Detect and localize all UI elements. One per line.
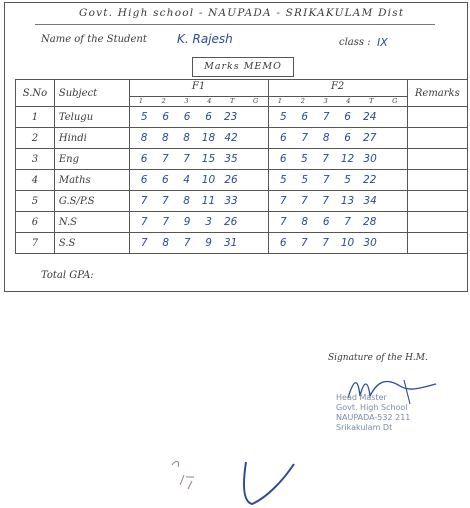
mark-value: 6 bbox=[344, 111, 351, 123]
stamp-line: Head Master bbox=[336, 393, 387, 402]
marks-table bbox=[15, 79, 468, 254]
mark-value: 7 bbox=[322, 111, 330, 123]
row-subject: G.S/P.S bbox=[54, 191, 129, 212]
f1-label: F1 bbox=[191, 81, 206, 92]
mark-value: 7 bbox=[183, 153, 190, 165]
row-sno: 6 bbox=[16, 212, 55, 233]
mark-value: 8 bbox=[183, 195, 190, 207]
row-sno: 5 bbox=[16, 191, 55, 212]
f2-marks-cell bbox=[268, 191, 407, 212]
marks-memo-sheet bbox=[4, 2, 468, 292]
f2-marks bbox=[269, 195, 407, 207]
mark-value: 6 bbox=[279, 153, 287, 165]
mark-value: 8 bbox=[322, 132, 330, 144]
f2-marks bbox=[269, 111, 407, 123]
mark-value: 6 bbox=[140, 153, 148, 165]
mark-value: 6 bbox=[183, 111, 191, 123]
mark-value: 15 bbox=[201, 153, 216, 165]
mark-value: 6 bbox=[161, 174, 169, 186]
mark-value: 6 bbox=[162, 111, 169, 123]
f1-marks bbox=[130, 111, 268, 123]
mark-value: 5 bbox=[140, 111, 148, 123]
mark-value: 5 bbox=[301, 153, 308, 165]
mark-value: 7 bbox=[279, 195, 287, 207]
mark-value: 30 bbox=[363, 237, 377, 249]
mark-value: 6 bbox=[205, 111, 212, 123]
mark-value: 7 bbox=[322, 174, 330, 186]
mark-value: 5 bbox=[344, 174, 351, 186]
subcolumn-label: 2 bbox=[161, 97, 166, 105]
mark-value: 6 bbox=[322, 216, 330, 228]
subcolumn-label: G bbox=[253, 97, 259, 105]
mark-value: 7 bbox=[162, 216, 169, 228]
table-row bbox=[16, 233, 468, 254]
grade-blank bbox=[247, 153, 259, 165]
row-subject: S.S bbox=[54, 233, 129, 254]
header-sno: S.No bbox=[16, 80, 55, 107]
grade-blank bbox=[386, 195, 398, 207]
row-sno: 3 bbox=[16, 149, 55, 170]
f1-marks-cell bbox=[129, 170, 268, 191]
f2-marks-cell bbox=[268, 212, 407, 233]
mark-value: 7 bbox=[344, 216, 351, 228]
header-f2 bbox=[268, 80, 407, 107]
mark-value: 5 bbox=[301, 174, 309, 186]
mark-value: 8 bbox=[301, 216, 309, 228]
class-label: class : bbox=[339, 37, 371, 48]
grade-blank bbox=[247, 195, 259, 207]
grade-blank bbox=[247, 174, 259, 186]
header-remarks: Remarks bbox=[407, 80, 467, 107]
mark-value: 8 bbox=[162, 237, 169, 249]
subcolumn-label: T bbox=[369, 97, 374, 105]
mark-value: 7 bbox=[279, 216, 287, 228]
f1-marks-cell bbox=[129, 191, 268, 212]
grade-blank bbox=[247, 237, 259, 249]
f2-marks-cell bbox=[268, 233, 407, 254]
grade-blank bbox=[247, 111, 259, 123]
subcolumn-label: 2 bbox=[300, 97, 305, 105]
subcolumn-label: 3 bbox=[323, 97, 328, 105]
mark-value: 7 bbox=[140, 216, 148, 228]
mark-value: 3 bbox=[205, 216, 212, 228]
subcolumn-label: 4 bbox=[207, 97, 212, 105]
mark-value: 7 bbox=[322, 237, 329, 249]
mark-value: 10 bbox=[340, 237, 355, 249]
mark-value: 7 bbox=[301, 132, 309, 144]
mark-value: 26 bbox=[223, 216, 238, 228]
f1-marks-cell bbox=[129, 212, 268, 233]
row-subject: N.S bbox=[54, 212, 129, 233]
header-subject: Subject bbox=[54, 80, 129, 107]
stamp-line: NAUPADA-532 211 bbox=[336, 413, 411, 422]
row-sno: 1 bbox=[16, 107, 55, 128]
f1-marks-cell bbox=[129, 233, 268, 254]
school-title: Govt. High school - NAUPADA - SRIKAKULAM Dist bbox=[79, 7, 405, 19]
mark-value: 6 bbox=[301, 111, 309, 123]
mark-value: 11 bbox=[201, 195, 216, 207]
subcolumn-label: 3 bbox=[184, 97, 189, 105]
f1-marks bbox=[130, 153, 268, 165]
f2-marks bbox=[269, 216, 407, 228]
f1-marks bbox=[130, 195, 268, 207]
memo-title: Marks MEMO bbox=[192, 57, 294, 77]
mark-value: 28 bbox=[363, 216, 377, 228]
table-row bbox=[16, 170, 468, 191]
mark-value: 7 bbox=[183, 237, 191, 249]
subcolumn-label: T bbox=[230, 97, 235, 105]
mark-value: 27 bbox=[363, 132, 377, 144]
f1-marks-cell bbox=[129, 107, 268, 128]
mark-value: 26 bbox=[224, 174, 238, 186]
subcolumn-label: 1 bbox=[277, 97, 283, 105]
mark-value: 7 bbox=[161, 195, 169, 207]
row-subject: Eng bbox=[54, 149, 129, 170]
f2-marks bbox=[269, 174, 407, 186]
row-remarks bbox=[407, 191, 467, 212]
row-remarks bbox=[407, 128, 467, 149]
row-sno: 2 bbox=[16, 128, 55, 149]
table-header-row bbox=[16, 80, 468, 107]
subcolumn-label: 4 bbox=[346, 97, 351, 105]
grade-blank bbox=[386, 153, 398, 165]
title-underline bbox=[35, 24, 435, 25]
mark-value: 35 bbox=[224, 153, 238, 165]
mark-value: 4 bbox=[183, 174, 190, 186]
f2-marks-cell bbox=[268, 170, 407, 191]
mark-value: 7 bbox=[322, 195, 329, 207]
f2-marks bbox=[269, 132, 407, 144]
subcolumn-label: 1 bbox=[138, 97, 143, 105]
mark-value: 7 bbox=[301, 237, 308, 249]
mark-value: 24 bbox=[363, 111, 377, 123]
student-label: Name of the Student bbox=[41, 34, 147, 45]
row-remarks bbox=[407, 233, 467, 254]
mark-value: 7 bbox=[322, 153, 329, 165]
row-subject: Maths bbox=[54, 170, 129, 191]
f2-marks bbox=[269, 237, 407, 249]
f1-marks-cell bbox=[129, 128, 268, 149]
mark-value: 5 bbox=[279, 111, 287, 123]
table-row bbox=[16, 149, 468, 170]
mark-value: 23 bbox=[223, 111, 238, 123]
f2-marks bbox=[269, 153, 407, 165]
row-sno: 4 bbox=[16, 170, 55, 191]
grade-blank bbox=[386, 237, 398, 249]
mark-value: 6 bbox=[279, 132, 287, 144]
stamp-line: Srikakulam Dt bbox=[336, 423, 393, 432]
mark-value: 7 bbox=[161, 153, 169, 165]
mark-value: 13 bbox=[340, 195, 355, 207]
grade-blank bbox=[386, 216, 398, 228]
pen-stroke-mark bbox=[236, 458, 300, 508]
row-remarks bbox=[407, 149, 467, 170]
f2-subcolumns bbox=[269, 96, 407, 105]
table-row bbox=[16, 107, 468, 128]
row-remarks bbox=[407, 107, 467, 128]
mark-value: 8 bbox=[140, 132, 148, 144]
row-subject: Hindi bbox=[54, 128, 129, 149]
table-row bbox=[16, 212, 468, 233]
f1-subcolumns bbox=[130, 96, 268, 105]
mark-value: 5 bbox=[279, 174, 287, 186]
mark-value: 7 bbox=[140, 237, 148, 249]
mark-value: 22 bbox=[363, 174, 377, 186]
mark-value: 34 bbox=[363, 195, 377, 207]
f2-marks-cell bbox=[268, 128, 407, 149]
row-sno: 7 bbox=[16, 233, 55, 254]
grade-blank bbox=[386, 111, 398, 123]
f1-marks-cell bbox=[129, 149, 268, 170]
mark-value: 10 bbox=[201, 174, 216, 186]
mark-value: 33 bbox=[224, 195, 238, 207]
mark-value: 6 bbox=[344, 132, 351, 144]
mark-value: 9 bbox=[205, 237, 212, 249]
f1-marks bbox=[130, 174, 268, 186]
f1-marks bbox=[130, 132, 268, 144]
stamp-line: Govt. High School bbox=[336, 403, 408, 412]
mark-value: 6 bbox=[140, 174, 148, 186]
f2-label: F2 bbox=[330, 81, 345, 92]
mark-value: 18 bbox=[201, 132, 216, 144]
row-remarks bbox=[407, 212, 467, 233]
mark-value: 7 bbox=[140, 195, 148, 207]
student-name: K. Rajesh bbox=[177, 32, 233, 46]
mark-value: 8 bbox=[183, 132, 190, 144]
f1-marks bbox=[130, 216, 268, 228]
mark-value: 9 bbox=[183, 216, 191, 228]
initial-scribble bbox=[168, 455, 198, 495]
grade-blank bbox=[386, 132, 398, 144]
signature-label: Signature of the H.M. bbox=[328, 353, 428, 363]
mark-value: 7 bbox=[301, 195, 308, 207]
row-remarks bbox=[407, 170, 467, 191]
mark-value: 31 bbox=[223, 237, 238, 249]
mark-value: 8 bbox=[161, 132, 169, 144]
grade-blank bbox=[247, 216, 259, 228]
header-f1 bbox=[129, 80, 268, 107]
mark-value: 12 bbox=[340, 153, 355, 165]
mark-value: 30 bbox=[363, 153, 377, 165]
row-subject: Telugu bbox=[54, 107, 129, 128]
f2-marks-cell bbox=[268, 107, 407, 128]
mark-value: 6 bbox=[279, 237, 287, 249]
table-row bbox=[16, 128, 468, 149]
subcolumn-label: G bbox=[392, 97, 398, 105]
total-gpa-label: Total GPA: bbox=[41, 270, 94, 281]
grade-blank bbox=[247, 132, 259, 144]
f2-marks-cell bbox=[268, 149, 407, 170]
class-value: IX bbox=[377, 36, 388, 49]
mark-value: 42 bbox=[224, 132, 238, 144]
table-row bbox=[16, 191, 468, 212]
f1-marks bbox=[130, 237, 268, 249]
grade-blank bbox=[386, 174, 398, 186]
school-stamp bbox=[336, 393, 446, 433]
